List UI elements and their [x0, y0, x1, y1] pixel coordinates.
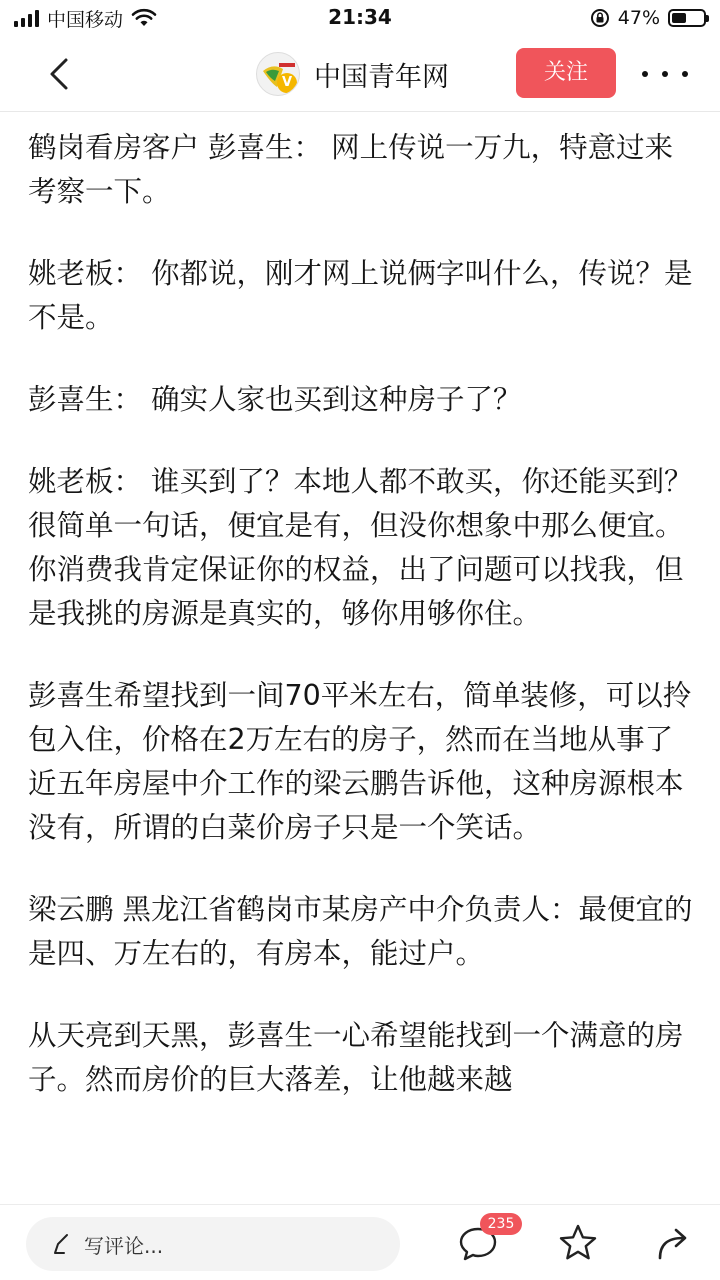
- share-button[interactable]: [652, 1221, 696, 1265]
- article-paragraph: 姚老板： 你都说，刚才网上说俩字叫什么，传说？是不是。: [28, 257, 693, 334]
- pen-icon: [50, 1232, 74, 1256]
- comment-count-badge: 235: [480, 1213, 522, 1235]
- article-paragraph: 鹤岗看房客户 彭喜生： 网上传说一万九，特意过来考察一下。: [28, 131, 674, 208]
- article-paragraph: 姚老板： 谁买到了？本地人都不敢买，你还能买到？很简单一句话，便宜是有，但没你想象中那么便宜。你消费我肯定保证你的权益，出了问题可以找我，但是我挑的房源是真实的，够你用够你住。: [28, 465, 693, 630]
- article-paragraph: 梁云鹏 黑龙江省鹤岗市某房产中介负责人：最便宜的是四、万左右的，有房本，能过户。: [28, 893, 693, 970]
- comments-button[interactable]: [456, 1216, 515, 1265]
- favorite-button[interactable]: [556, 1221, 600, 1265]
- publisher[interactable]: [256, 52, 449, 96]
- article-paragraph: 彭喜生： 确实人家也买到这种房子了？: [28, 383, 522, 416]
- nav-bar: [0, 36, 720, 112]
- status-bar: [0, 0, 720, 36]
- more-options-icon[interactable]: [642, 54, 688, 94]
- article-paragraph: 彭喜生希望找到一间70平米左右，简单装修，可以拎包入住，价格在2万左右的房子，然而在当地从事了近五年房屋中介工作的梁云鹏告诉他，这种房源根本没有，所谓的白菜价房子只是一个笑话。: [28, 679, 692, 844]
- battery-icon: [668, 9, 706, 27]
- battery-percent: 47%: [617, 7, 660, 29]
- comment-input[interactable]: [26, 1217, 400, 1271]
- comment-placeholder: 写评论...: [84, 1233, 164, 1258]
- orientation-lock-icon: [590, 8, 610, 28]
- article-body: [28, 112, 694, 1204]
- status-right: [590, 6, 706, 30]
- battery-level: [672, 13, 686, 23]
- chevron-left-icon: [40, 54, 80, 94]
- follow-button[interactable]: 关注: [516, 48, 616, 98]
- star-icon: [556, 1221, 600, 1265]
- bottom-bar: [0, 1204, 720, 1280]
- article-paragraph: 从天亮到天黑，彭喜生一心希望能找到一个满意的房子。然而房价的巨大落差，让他越来越: [28, 1019, 684, 1096]
- back-button[interactable]: [40, 54, 80, 94]
- verified-badge: V: [277, 73, 297, 93]
- publisher-logo: [256, 52, 300, 96]
- status-time: 21:34: [328, 5, 392, 29]
- share-arrow-icon: [652, 1221, 696, 1265]
- publisher-name: 中国青年网: [314, 61, 449, 93]
- carrier-label: 中国移动: [47, 8, 124, 31]
